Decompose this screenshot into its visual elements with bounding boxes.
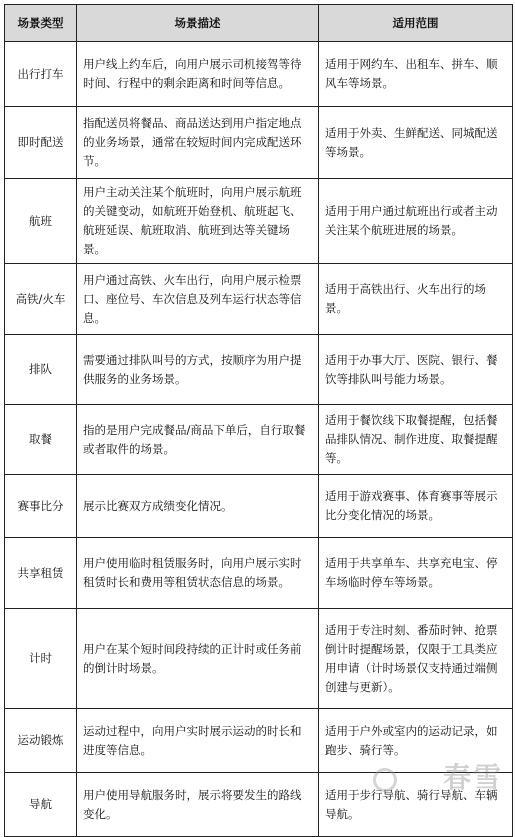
header-type: 场景类型 <box>5 5 77 42</box>
row-type: 赛事比分 <box>5 475 77 538</box>
row-scope: 适用于步行导航、骑行导航、车辆导航。 <box>319 773 513 837</box>
row-scope: 适用于共享单车、共享充电宝、停车场临时停车等场景。 <box>319 538 513 609</box>
row-type: 航班 <box>5 179 77 264</box>
row-desc: 用户通过高铁、火车出行，向用户展示检票口、座位号、车次信息及列车运行状态等信息。 <box>77 264 319 335</box>
row-scope: 适用于户外或室内的运动记录，如跑步、骑行等。 <box>319 709 513 773</box>
header-desc: 场景描述 <box>77 5 319 42</box>
row-type: 取餐 <box>5 405 77 475</box>
row-desc: 用户使用临时租赁服务时，向用户展示实时租赁时长和费用等租赁状态信息的场景。 <box>77 538 319 609</box>
table-row <box>5 609 513 709</box>
table-row <box>5 538 513 609</box>
row-type: 共享租赁 <box>5 538 77 609</box>
table-row <box>5 264 513 335</box>
table-row <box>5 179 513 264</box>
row-desc: 指配送员将餐品、商品送达到用户指定地点的业务场景，通常在较短时间内完成配送环节。 <box>77 107 319 179</box>
row-type: 即时配送 <box>5 107 77 179</box>
row-scope: 适用于高铁出行、火车出行的场景。 <box>319 264 513 335</box>
header-scope: 适用范围 <box>319 5 513 42</box>
table-row <box>5 475 513 538</box>
row-desc: 用户使用导航服务时，展示将要发生的路线变化。 <box>77 773 319 837</box>
scene-table <box>4 4 513 837</box>
row-scope: 适用于网约车、出租车、拼车、顺风车等场景。 <box>319 42 513 107</box>
row-desc: 用户在某个短时间段持续的正计时或任务前的倒计时场景。 <box>77 609 319 709</box>
row-type: 运动锻炼 <box>5 709 77 773</box>
table-row <box>5 405 513 475</box>
row-desc: 展示比赛双方成绩变化情况。 <box>77 475 319 538</box>
table-row <box>5 709 513 773</box>
row-type: 计时 <box>5 609 77 709</box>
row-scope: 适用于餐饮线下取餐提醒，包括餐品排队情况、制作进度、取餐提醒等。 <box>319 405 513 475</box>
table-row <box>5 42 513 107</box>
row-scope: 适用于用户通过航班出行或者主动关注某个航班进展的场景。 <box>319 179 513 264</box>
table-row <box>5 773 513 837</box>
table-row <box>5 335 513 405</box>
row-desc: 用户线上约车后，向用户展示司机接驾等待时间、行程中的剩余距离和时间等信息。 <box>77 42 319 107</box>
row-scope: 适用于游戏赛事、体育赛事等展示比分变化情况的场景。 <box>319 475 513 538</box>
table-row <box>5 107 513 179</box>
row-scope: 适用于专注时刻、番茄时钟、抢票倒计时提醒场景，仅限于工具类应用申请（计时场景仅支持通过端侧创建与更新）。 <box>319 609 513 709</box>
watermark-logo-icon <box>373 768 397 792</box>
row-scope: 适用于外卖、生鲜配送、同城配送等场景。 <box>319 107 513 179</box>
row-desc: 用户主动关注某个航班时，向用户展示航班的关键变动，如航班开始登机、航班起飞、航班延误、航班取消、航班到达等关键场景。 <box>77 179 319 264</box>
row-type: 排队 <box>5 335 77 405</box>
row-scope: 适用于办事大厅、医院、银行、餐饮等排队叫号能力场景。 <box>319 335 513 405</box>
row-type: 高铁/火车 <box>5 264 77 335</box>
watermark: 春雪 <box>442 761 503 794</box>
header-row <box>5 5 513 42</box>
row-desc: 运动过程中，向用户实时展示运动的时长和进度等信息。 <box>77 709 319 773</box>
row-type: 导航 <box>5 773 77 837</box>
row-desc: 指的是用户完成餐品/商品下单后，自行取餐或者取件的场景。 <box>77 405 319 475</box>
row-desc: 需要通过排队叫号的方式，按顺序为用户提供服务的业务场景。 <box>77 335 319 405</box>
row-type: 出行打车 <box>5 42 77 107</box>
